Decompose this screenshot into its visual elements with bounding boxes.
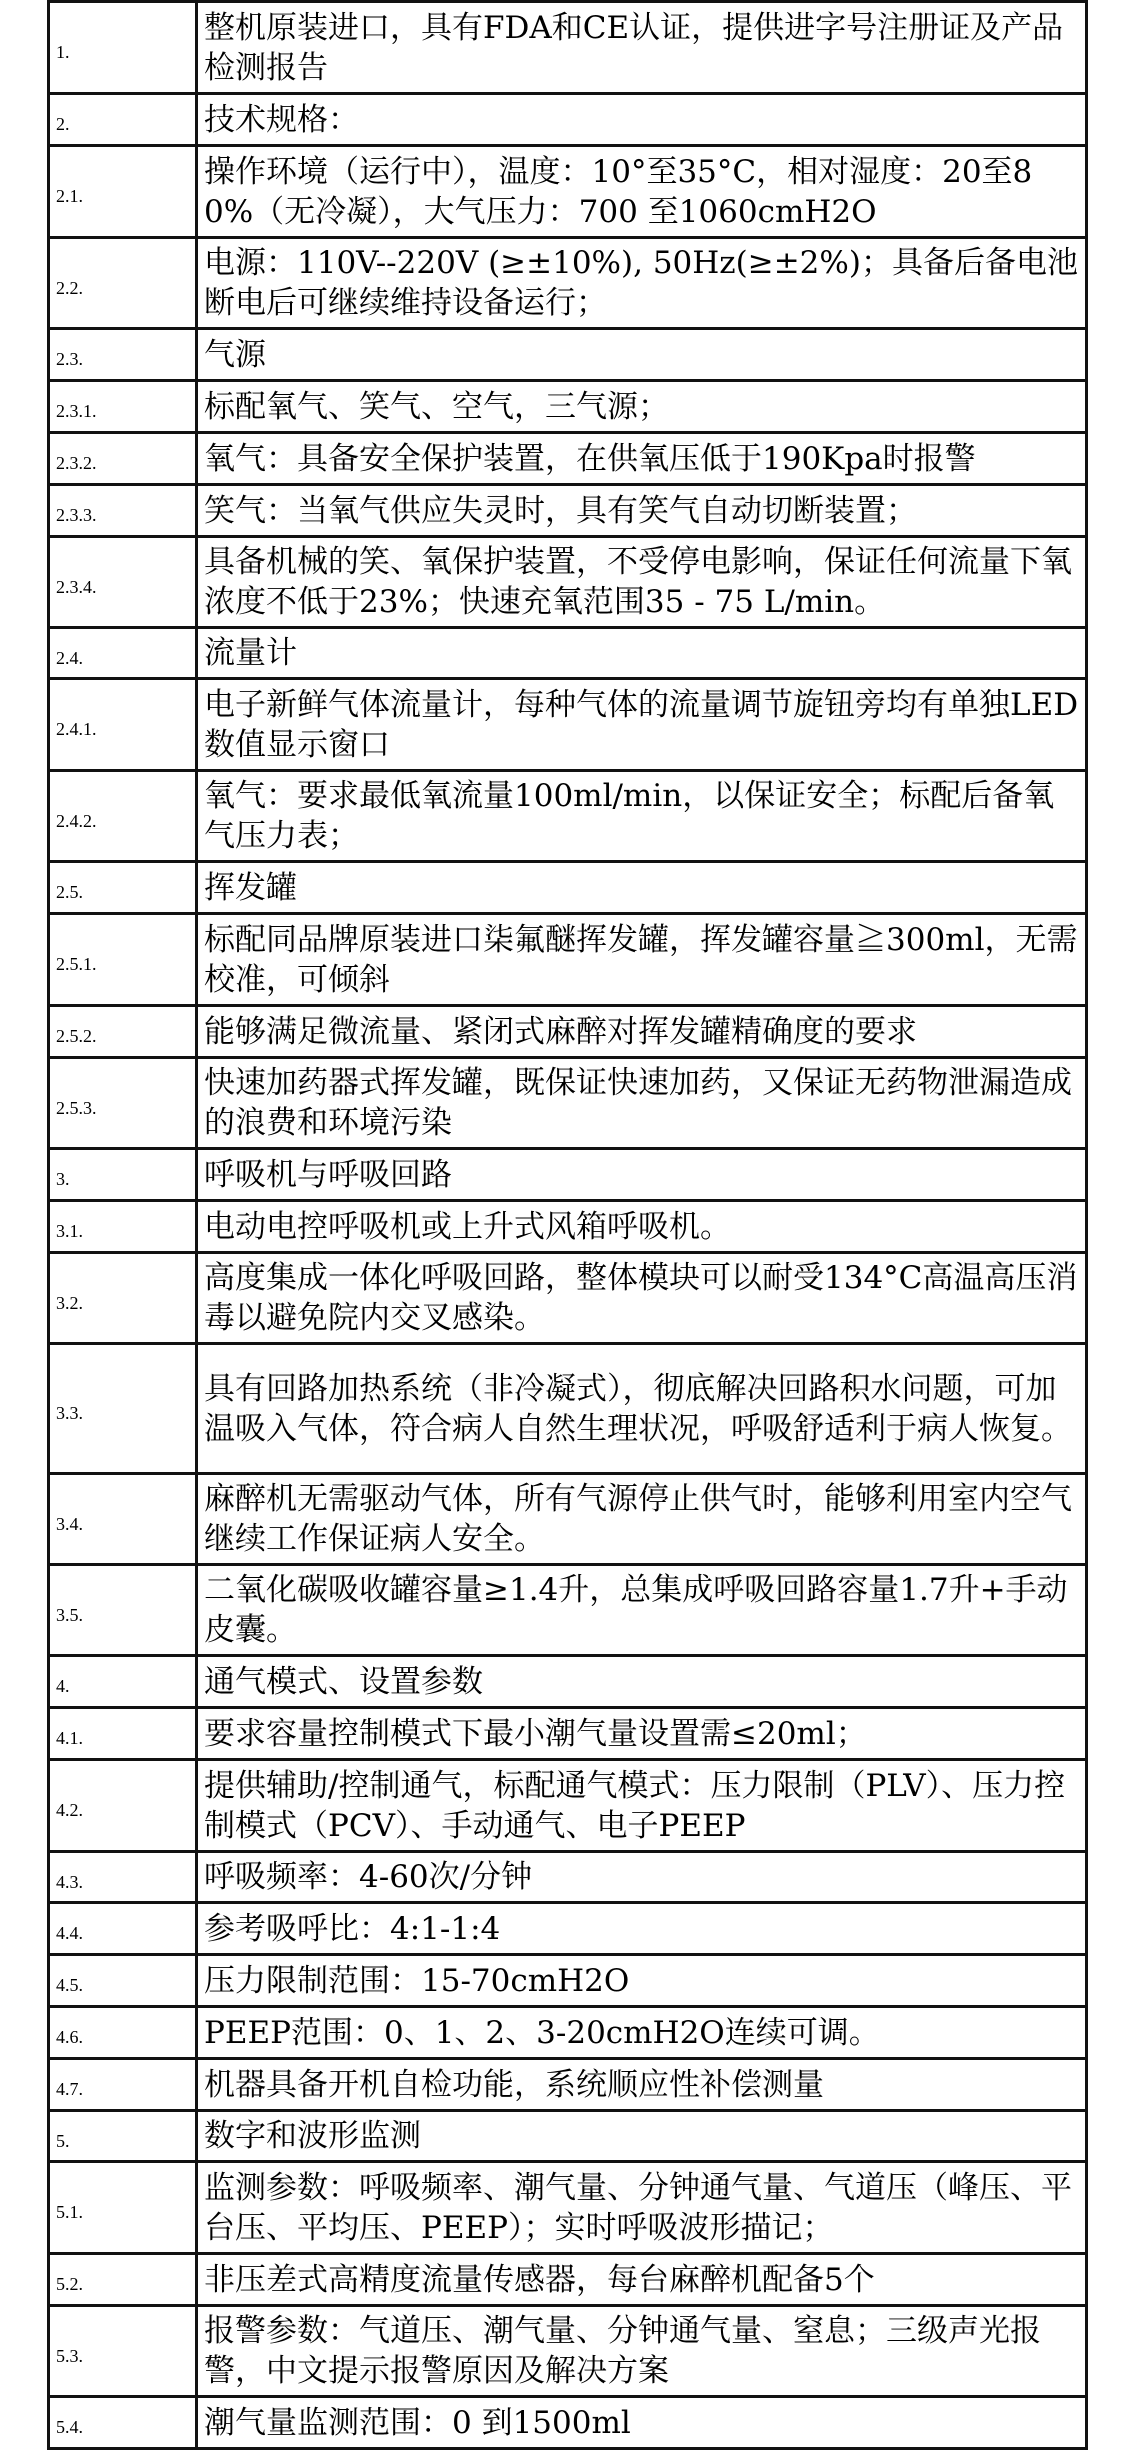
table-row [49,2254,1087,2306]
item-text: 机器具备开机自检功能，系统顺应性补偿测量 [197,2059,1087,2111]
item-number: 2.5.1. [49,914,197,1006]
item-number: 2.3.1. [49,381,197,433]
table-row [49,1474,1087,1565]
item-text: 报警参数：气道压、潮气量、分钟通气量、窒息；三级声光报警，中文提示报警原因及解决方案 [197,2306,1087,2397]
item-number: 4.2. [49,1760,197,1852]
item-text: 电动电控呼吸机或上升式风箱呼吸机。 [197,1201,1087,1253]
table-row [49,433,1087,485]
table-row [49,2007,1087,2059]
item-number: 5.3. [49,2306,197,2397]
item-text: 流量计 [197,628,1087,679]
item-number: 2.1. [49,146,197,238]
table-row [49,485,1087,537]
item-number: 3.1. [49,1201,197,1253]
table-row [49,1201,1087,1253]
item-number: 2.3.3. [49,485,197,537]
item-text: 数字和波形监测 [197,2111,1087,2162]
item-number: 4.5. [49,1955,197,2007]
item-number: 2.4. [49,628,197,679]
item-number: 4.3. [49,1852,197,1903]
item-text: 提供辅助/控制通气，标配通气模式：压力限制（PLV）、压力控制模式（PCV）、手动通气、电子PEEP [197,1760,1087,1852]
item-text: 技术规格： [197,94,1087,146]
table-row [49,2111,1087,2162]
spec-table-body [49,2,1087,2449]
item-number: 2.5. [49,862,197,914]
table-row [49,628,1087,679]
item-text: 具有回路加热系统（非冷凝式），彻底解决回路积水问题，可加温吸入气体，符合病人自然生理状况，呼吸舒适利于病人恢复。 [197,1344,1087,1474]
item-text: 麻醉机无需驱动气体，所有气源停止供气时，能够利用室内空气继续工作保证病人安全。 [197,1474,1087,1565]
table-row [49,381,1087,433]
table-row [49,1149,1087,1201]
item-text: 电源：110V--220V (≥±10%), 50Hz(≥±2%)；具备后备电池断电后可继续维持设备运行； [197,238,1087,329]
item-text: 电子新鲜气体流量计，每种气体的流量调节旋钮旁均有单独LED数值显示窗口 [197,679,1087,771]
item-number: 3. [49,1149,197,1201]
item-text: 呼吸频率：4-60次/分钟 [197,1852,1087,1903]
item-text: 氧气：要求最低氧流量100ml/min，以保证安全；标配后备氧气压力表； [197,771,1087,862]
item-number: 2.5.3. [49,1058,197,1149]
item-text: 能够满足微流量、紧闭式麻醉对挥发罐精确度的要求 [197,1006,1087,1058]
table-row [49,1955,1087,2007]
item-text: 气源 [197,329,1087,381]
item-text: 监测参数：呼吸频率、潮气量、分钟通气量、气道压（峰压、平台压、平均压、PEEP）；实时呼吸波形描记； [197,2162,1087,2254]
table-row [49,679,1087,771]
item-text: 整机原装进口，具有FDA和CE认证，提供进字号注册证及产品检测报告 [197,2,1087,94]
table-row [49,1760,1087,1852]
table-row [49,94,1087,146]
item-text: 通气模式、设置参数 [197,1656,1087,1708]
table-row [49,2306,1087,2397]
item-number: 3.5. [49,1565,197,1656]
table-row [49,2,1087,94]
item-number: 4.6. [49,2007,197,2059]
table-row [49,1903,1087,1955]
item-number: 4.4. [49,1903,197,1955]
table-row [49,1344,1087,1474]
item-text: 非压差式高精度流量传感器，每台麻醉机配备5个 [197,2254,1087,2306]
item-text: 高度集成一体化呼吸回路，整体模块可以耐受134°C高温高压消毒以避免院内交叉感染。 [197,1253,1087,1344]
item-text: PEEP范围：0、1、2、3-20cmH2O连续可调。 [197,2007,1087,2059]
table-row [49,771,1087,862]
table-row [49,1565,1087,1656]
table-row [49,1253,1087,1344]
table-row [49,862,1087,914]
item-number: 2.3. [49,329,197,381]
item-number: 4.1. [49,1708,197,1760]
item-number: 2.3.4. [49,537,197,628]
table-row [49,2059,1087,2111]
item-number: 4.7. [49,2059,197,2111]
item-number: 4. [49,1656,197,1708]
item-number: 2.5.2. [49,1006,197,1058]
item-number: 3.3. [49,1344,197,1474]
item-number: 3.4. [49,1474,197,1565]
table-row [49,1852,1087,1903]
table-row [49,1708,1087,1760]
item-number: 2.2. [49,238,197,329]
item-text: 压力限制范围：15-70cmH2O [197,1955,1087,2007]
table-row [49,1656,1087,1708]
item-text: 标配氧气、笑气、空气，三气源； [197,381,1087,433]
item-number: 3.2. [49,1253,197,1344]
item-number: 5.4. [49,2397,197,2449]
item-text: 具备机械的笑、氧保护装置，不受停电影响，保证任何流量下氧浓度不低于23%；快速充氧范围35 - 75 L/min。 [197,537,1087,628]
table-row [49,537,1087,628]
table-row [49,2397,1087,2449]
item-number: 5. [49,2111,197,2162]
item-number: 1. [49,2,197,94]
item-text: 快速加药器式挥发罐，既保证快速加药，又保证无药物泄漏造成的浪费和环境污染 [197,1058,1087,1149]
item-number: 2.4.1. [49,679,197,771]
item-text: 潮气量监测范围：0 到1500ml [197,2397,1087,2449]
item-number: 5.2. [49,2254,197,2306]
item-text: 参考吸呼比：4:1-1:4 [197,1903,1087,1955]
spec-table [47,0,1088,2450]
item-number: 5.1. [49,2162,197,2254]
item-text: 操作环境（运行中），温度：10°至35°C，相对湿度：20至80%（无冷凝），大气压力：700 至1060cmH2O [197,146,1087,238]
item-text: 标配同品牌原装进口柒氟醚挥发罐，挥发罐容量≧300ml，无需校准，可倾斜 [197,914,1087,1006]
item-text: 笑气：当氧气供应失灵时，具有笑气自动切断装置； [197,485,1087,537]
item-text: 氧气：具备安全保护装置，在供氧压低于190Kpa时报警 [197,433,1087,485]
item-text: 挥发罐 [197,862,1087,914]
table-row [49,2162,1087,2254]
item-number: 2.3.2. [49,433,197,485]
item-number: 2.4.2. [49,771,197,862]
table-row [49,238,1087,329]
item-text: 要求容量控制模式下最小潮气量设置需≤20ml； [197,1708,1087,1760]
item-number: 2. [49,94,197,146]
table-row [49,914,1087,1006]
table-row [49,329,1087,381]
table-row [49,146,1087,238]
item-text: 呼吸机与呼吸回路 [197,1149,1087,1201]
table-row [49,1006,1087,1058]
item-text: 二氧化碳吸收罐容量≥1.4升，总集成呼吸回路容量1.7升+手动皮囊。 [197,1565,1087,1656]
table-row [49,1058,1087,1149]
